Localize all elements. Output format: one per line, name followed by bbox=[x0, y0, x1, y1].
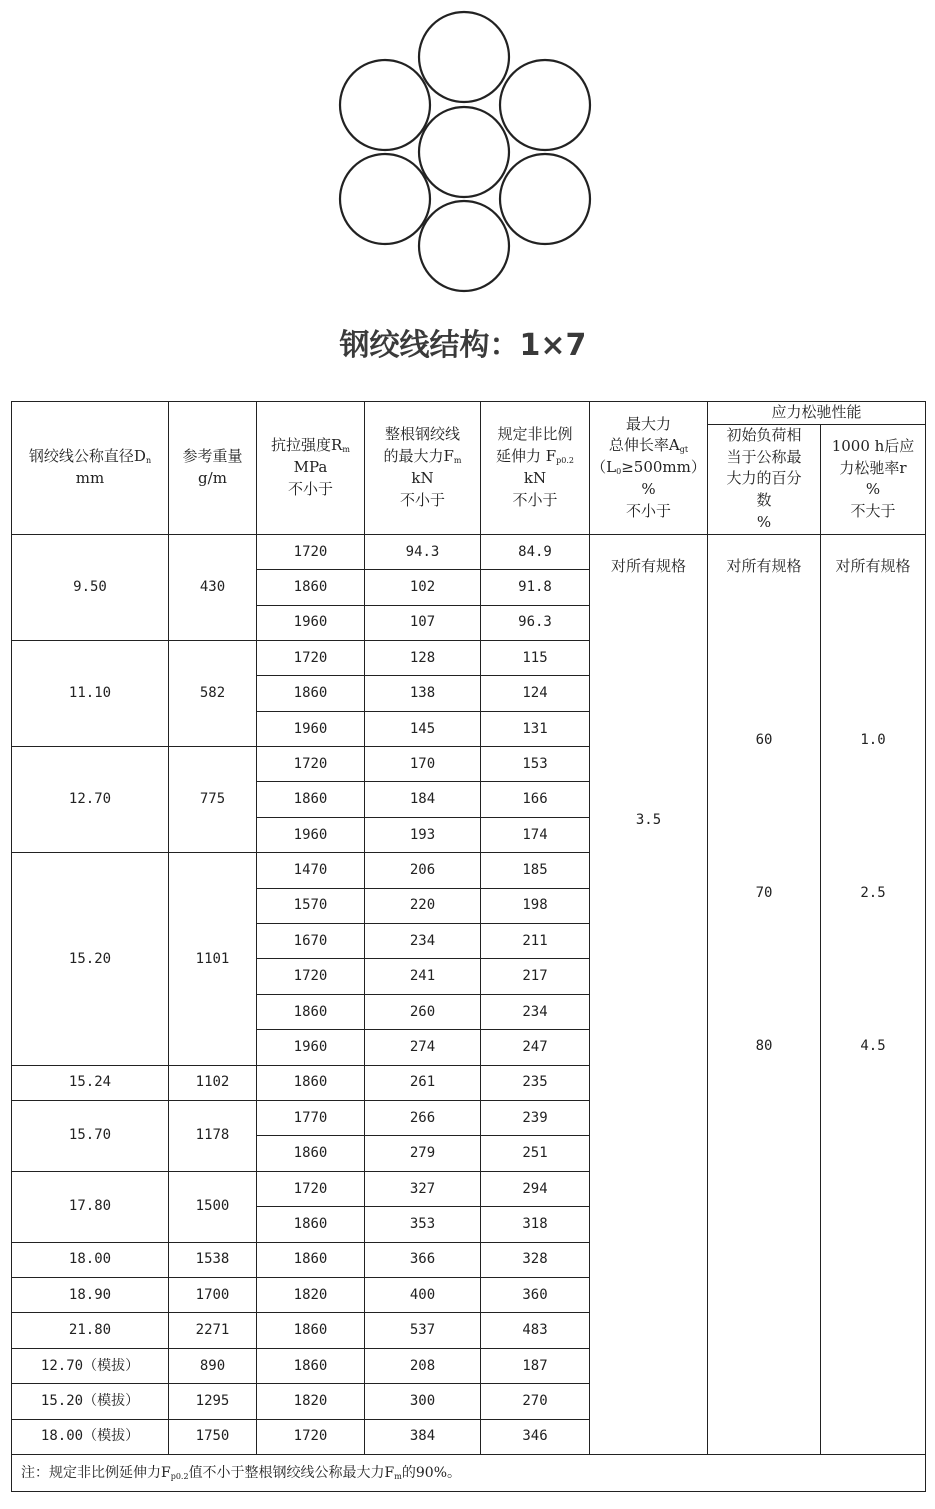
cell-weight: 1700 bbox=[169, 1277, 257, 1312]
cell-maxforce: 234 bbox=[365, 924, 481, 959]
cell-proof: 131 bbox=[481, 711, 590, 746]
cell-maxforce: 184 bbox=[365, 782, 481, 817]
cell-maxforce: 220 bbox=[365, 888, 481, 923]
cell-weight: 1295 bbox=[169, 1384, 257, 1419]
cell-tensile: 1770 bbox=[257, 1101, 365, 1136]
cell-weight: 1500 bbox=[169, 1171, 257, 1242]
cell-tensile: 1960 bbox=[257, 605, 365, 640]
cell-proof: 360 bbox=[481, 1277, 590, 1312]
cell-weight: 430 bbox=[169, 534, 257, 640]
strand-wire-lower-left bbox=[340, 154, 430, 244]
cell-tensile: 1960 bbox=[257, 711, 365, 746]
cell-proof: 239 bbox=[481, 1101, 590, 1136]
cell-maxforce: 145 bbox=[365, 711, 481, 746]
cell-tensile: 1860 bbox=[257, 1136, 365, 1171]
cell-maxforce: 266 bbox=[365, 1101, 481, 1136]
cell-maxforce: 400 bbox=[365, 1277, 481, 1312]
cell-tensile: 1860 bbox=[257, 1207, 365, 1242]
header-initial-load: 初始负荷相 当于公称最 大力的百分 数 % bbox=[708, 424, 821, 534]
initial-load-value: 70 bbox=[755, 884, 773, 901]
cell-initial-load-merged bbox=[708, 534, 821, 1454]
cell-weight: 1538 bbox=[169, 1242, 257, 1277]
cell-diameter: 18.90 bbox=[12, 1277, 169, 1312]
cell-proof: 251 bbox=[481, 1136, 590, 1171]
cell-maxforce: 94.3 bbox=[365, 534, 481, 569]
cell-proof: 346 bbox=[481, 1419, 590, 1454]
cell-maxforce: 128 bbox=[365, 640, 481, 675]
cell-maxforce: 537 bbox=[365, 1313, 481, 1348]
cell-maxforce: 241 bbox=[365, 959, 481, 994]
cell-relaxation-rate-merged bbox=[821, 534, 926, 1454]
header-diameter: 钢绞线公称直径$D_n$ mm bbox=[12, 402, 169, 535]
cell-diameter: 18.00 bbox=[12, 1242, 169, 1277]
cell-maxforce: 274 bbox=[365, 1030, 481, 1065]
cell-diameter: 15.70 bbox=[12, 1101, 169, 1172]
relaxation-rate-value: 1.0 bbox=[860, 731, 886, 748]
cell-tensile: 1720 bbox=[257, 1419, 365, 1454]
cell-tensile: 1820 bbox=[257, 1277, 365, 1312]
cell-maxforce: 208 bbox=[365, 1348, 481, 1383]
cell-maxforce: 366 bbox=[365, 1242, 481, 1277]
cell-tensile: 1860 bbox=[257, 1313, 365, 1348]
cell-maxforce: 279 bbox=[365, 1136, 481, 1171]
cell-tensile: 1960 bbox=[257, 1030, 365, 1065]
strand-cross-section-svg bbox=[0, 0, 935, 400]
initial-load-value: 80 bbox=[755, 1037, 773, 1054]
cell-maxforce: 353 bbox=[365, 1207, 481, 1242]
cell-maxforce: 300 bbox=[365, 1384, 481, 1419]
cell-tensile: 1720 bbox=[257, 959, 365, 994]
cell-tensile: 1860 bbox=[257, 1242, 365, 1277]
cell-weight: 2271 bbox=[169, 1313, 257, 1348]
cell-proof: 294 bbox=[481, 1171, 590, 1206]
header-weight: 参考重量 g/m bbox=[169, 402, 257, 535]
cell-maxforce: 206 bbox=[365, 853, 481, 888]
cell-proof: 174 bbox=[481, 817, 590, 852]
cell-tensile: 1860 bbox=[257, 1348, 365, 1383]
cell-tensile: 1860 bbox=[257, 570, 365, 605]
cell-tensile: 1720 bbox=[257, 1171, 365, 1206]
cell-tensile: 1860 bbox=[257, 1065, 365, 1100]
cell-maxforce: 107 bbox=[365, 605, 481, 640]
cell-tensile: 1720 bbox=[257, 534, 365, 569]
cell-diameter: 18.00（模拔） bbox=[12, 1419, 169, 1454]
cell-proof: 198 bbox=[481, 888, 590, 923]
elongation-value: 3.5 bbox=[635, 811, 662, 828]
cell-tensile: 1860 bbox=[257, 994, 365, 1029]
cell-diameter: 11.10 bbox=[12, 640, 169, 746]
cell-diameter: 17.80 bbox=[12, 1171, 169, 1242]
table-row bbox=[12, 534, 926, 569]
cell-proof: 270 bbox=[481, 1384, 590, 1419]
cell-maxforce: 138 bbox=[365, 676, 481, 711]
cell-tensile: 1860 bbox=[257, 782, 365, 817]
cell-proof: 211 bbox=[481, 924, 590, 959]
cell-weight: 775 bbox=[169, 747, 257, 853]
cell-weight: 1750 bbox=[169, 1419, 257, 1454]
steel-strand-spec-table bbox=[11, 401, 926, 1492]
cell-proof: 115 bbox=[481, 640, 590, 675]
table-note: 注：规定非比例延伸力$F_{p0.2}$值不小于整根钢绞线公称最大力$F_m$的90%。 bbox=[12, 1454, 926, 1491]
strand-wire-upper-left bbox=[340, 60, 430, 150]
cell-tensile: 1960 bbox=[257, 817, 365, 852]
cell-tensile: 1670 bbox=[257, 924, 365, 959]
cell-maxforce: 170 bbox=[365, 747, 481, 782]
cell-tensile: 1720 bbox=[257, 640, 365, 675]
cell-maxforce: 384 bbox=[365, 1419, 481, 1454]
cell-proof: 84.9 bbox=[481, 534, 590, 569]
header-proof-force: 规定非比例 延伸力 $F_{p0.2}$ kN 不小于 bbox=[481, 402, 590, 535]
cell-weight: 1178 bbox=[169, 1101, 257, 1172]
cell-proof: 91.8 bbox=[481, 570, 590, 605]
header-max-force: 整根钢绞线 的最大力$F_m$ kN 不小于 bbox=[365, 402, 481, 535]
cell-proof: 234 bbox=[481, 994, 590, 1029]
cell-proof: 124 bbox=[481, 676, 590, 711]
cell-proof: 235 bbox=[481, 1065, 590, 1100]
strand-structure-diagram bbox=[0, 0, 935, 400]
cell-proof: 247 bbox=[481, 1030, 590, 1065]
header-elongation: 最大力 总伸长率$A_{gt}$ $(L_0\ge 500mm)$ % 不小于 bbox=[590, 402, 708, 535]
cell-diameter: 21.80 bbox=[12, 1313, 169, 1348]
cell-weight: 582 bbox=[169, 640, 257, 746]
cell-tensile: 1570 bbox=[257, 888, 365, 923]
strand-wire-bottom bbox=[419, 201, 509, 291]
cell-proof: 328 bbox=[481, 1242, 590, 1277]
cell-diameter: 12.70 bbox=[12, 747, 169, 853]
cell-diameter: 12.70（模拔） bbox=[12, 1348, 169, 1383]
cell-proof: 217 bbox=[481, 959, 590, 994]
cell-diameter: 15.20 bbox=[12, 853, 169, 1065]
applies-all-label: 对所有规格 bbox=[835, 556, 911, 575]
cell-proof: 187 bbox=[481, 1348, 590, 1383]
initial-load-value: 60 bbox=[755, 731, 773, 748]
cell-proof: 166 bbox=[481, 782, 590, 817]
cell-weight: 1101 bbox=[169, 853, 257, 1065]
cell-diameter: 15.24 bbox=[12, 1065, 169, 1100]
cell-tensile: 1720 bbox=[257, 747, 365, 782]
header-relaxation-group: 应力松驰性能 bbox=[708, 402, 926, 425]
cell-proof: 318 bbox=[481, 1207, 590, 1242]
cell-weight: 890 bbox=[169, 1348, 257, 1383]
strand-wire-center bbox=[419, 107, 509, 197]
relaxation-rate-value: 2.5 bbox=[860, 884, 886, 901]
cell-weight: 1102 bbox=[169, 1065, 257, 1100]
cell-maxforce: 193 bbox=[365, 817, 481, 852]
cell-proof: 153 bbox=[481, 747, 590, 782]
strand-wire-top bbox=[419, 12, 509, 102]
cell-proof: 185 bbox=[481, 853, 590, 888]
strand-wire-upper-right bbox=[500, 60, 590, 150]
spec-table-body bbox=[12, 534, 926, 1454]
header-tensile: 抗拉强度$R_m$ MPa 不小于 bbox=[257, 402, 365, 535]
cell-maxforce: 102 bbox=[365, 570, 481, 605]
diagram-caption: 钢绞线结构：1×7 bbox=[339, 328, 587, 363]
cell-diameter: 15.20（模拔） bbox=[12, 1384, 169, 1419]
cell-proof: 483 bbox=[481, 1313, 590, 1348]
applies-all-label: 对所有规格 bbox=[726, 556, 802, 575]
cell-maxforce: 327 bbox=[365, 1171, 481, 1206]
applies-all-label: 对所有规格 bbox=[610, 556, 686, 575]
header-relaxation-rate: 1000 h后应 力松驰率r % 不大于 bbox=[821, 424, 926, 534]
cell-tensile: 1820 bbox=[257, 1384, 365, 1419]
cell-tensile: 1470 bbox=[257, 853, 365, 888]
cell-tensile: 1860 bbox=[257, 676, 365, 711]
cell-maxforce: 261 bbox=[365, 1065, 481, 1100]
cell-proof: 96.3 bbox=[481, 605, 590, 640]
cell-elongation-merged bbox=[590, 534, 708, 1454]
cell-diameter: 9.50 bbox=[12, 534, 169, 640]
relaxation-rate-value: 4.5 bbox=[860, 1037, 886, 1054]
cell-maxforce: 260 bbox=[365, 994, 481, 1029]
strand-wire-lower-right bbox=[500, 154, 590, 244]
